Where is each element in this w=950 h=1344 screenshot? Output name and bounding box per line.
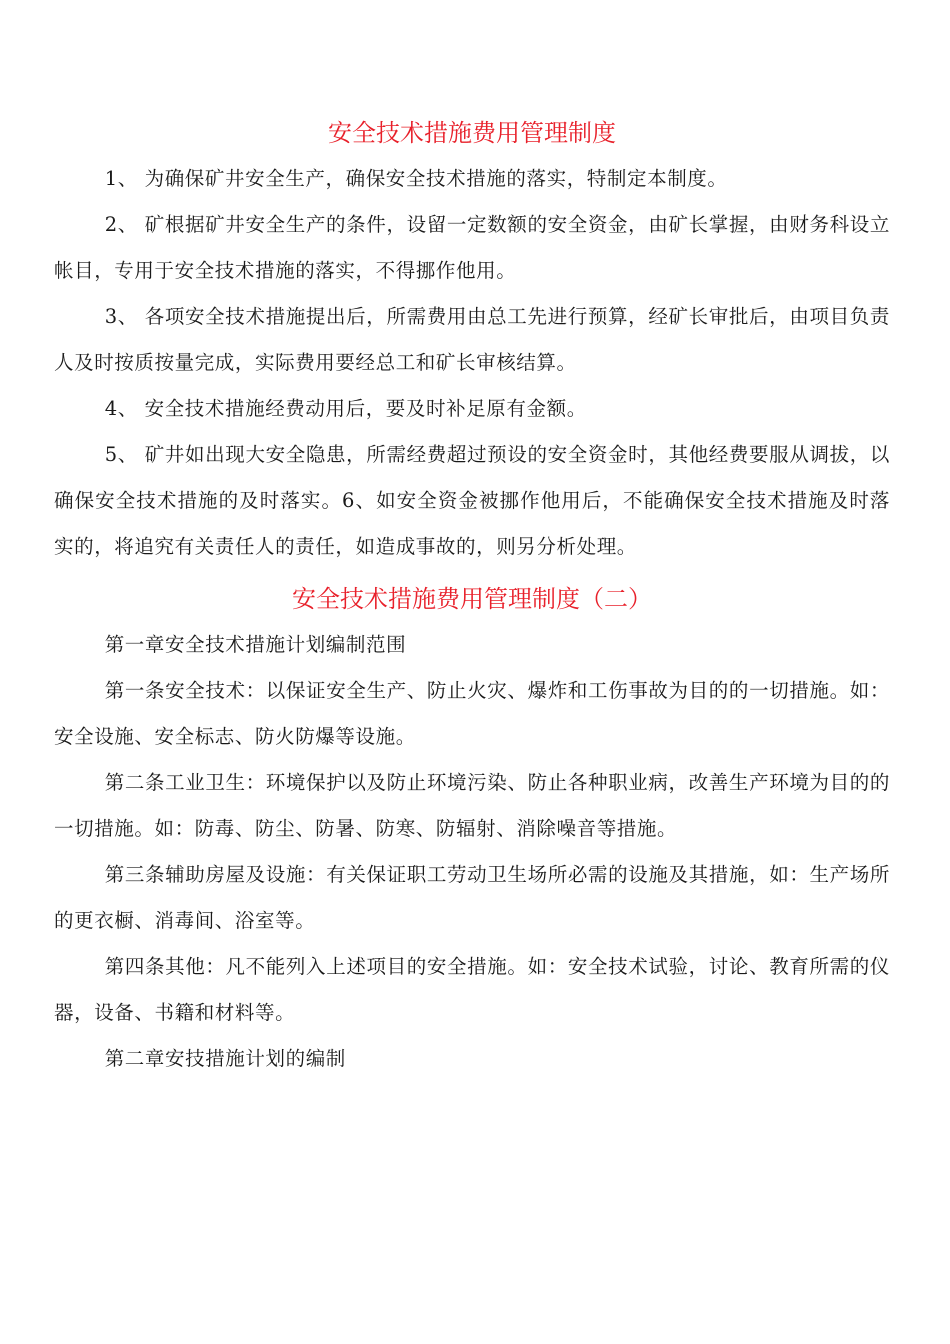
section-2-title: 安全技术措施费用管理制度（二） <box>292 585 652 613</box>
section-1-paragraph-4: 4、 安全技术措施经费动用后，要及时补足原有金额。 <box>104 397 587 420</box>
section-2-article-1: 第一条安全技术：以保证安全生产、防止火灾、爆炸和工伤事故为目的的一切措施。如：安全设施、安全标志、防火防爆等设施。 <box>54 679 890 748</box>
section-2-article-3: 第三条辅助房屋及设施：有关保证职工劳动卫生场所必需的设施及其措施，如：生产场所的更衣橱、消毒间、浴室等。 <box>54 863 890 932</box>
section-2-chapter-1-heading: 第一章安全技术措施计划编制范围 <box>104 633 407 656</box>
section-1-paragraph-2: 2、 矿根据矿井安全生产的条件，设留一定数额的安全资金，由矿长掌握，由财务科设立帐目，专用于安全技术措施的落实，不得挪作他用。 <box>54 213 890 282</box>
section-2-article-4: 第四条其他：凡不能列入上述项目的安全措施。如：安全技术试验，讨论、教育所需的仪器，设备、书籍和材料等。 <box>54 955 890 1024</box>
document-body <box>54 110 890 1082</box>
section-1-paragraph-5: 5、 矿井如出现大安全隐患，所需经费超过预设的安全资金时，其他经费要服从调拔，以确保安全技术措施的及时落实。6、如安全资金被挪作他用后，不能确保安全技术措施及时落实的，将追究有关责任人的责任，如造成事故的，则另分析处理。 <box>54 443 890 558</box>
section-2-article-2: 第二条工业卫生：环境保护以及防止环境污染、防止各种职业病，改善生产环境为目的的一切措施。如：防毒、防尘、防暑、防寒、防辐射、消除噪音等措施。 <box>54 771 890 840</box>
section-1-paragraph-3: 3、 各项安全技术措施提出后，所需费用由总工先进行预算，经矿长审批后，由项目负责人及时按质按量完成，实际费用要经总工和矿长审核结算。 <box>54 305 890 374</box>
section-1-paragraph-1: 1、 为确保矿井安全生产，确保安全技术措施的落实，特制定本制度。 <box>104 167 728 190</box>
section-1-title: 安全技术措施费用管理制度 <box>328 119 616 147</box>
section-2-chapter-2-heading: 第二章安技措施计划的编制 <box>104 1047 346 1070</box>
